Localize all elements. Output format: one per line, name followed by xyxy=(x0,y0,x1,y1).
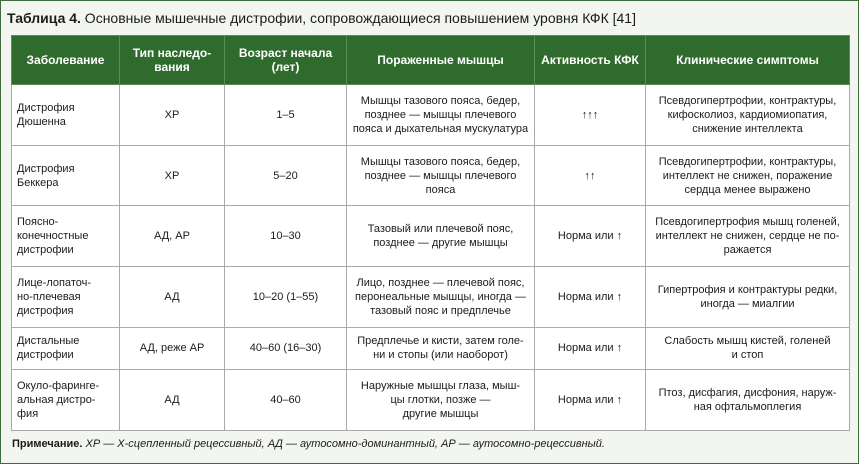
table-row xyxy=(12,145,850,206)
caption-title: Основные мышечные дистрофии, сопровождающиеся повышением уровня КФК [41] xyxy=(80,10,636,26)
cell-disease: Лице-лопаточ- но-плечевая дистрофия xyxy=(12,267,120,328)
cell-ck: ↑↑ xyxy=(535,145,646,206)
cell-disease: Окуло-фаринге- альная дистро- фия xyxy=(12,370,120,431)
cell-onset: 5–20 xyxy=(225,145,347,206)
cell-muscles: Тазовый или плечевой пояс, позднее — другие мышцы xyxy=(347,206,535,267)
cell-ck: Норма или ↑ xyxy=(535,327,646,370)
cell-ck: Норма или ↑ xyxy=(535,267,646,328)
cell-ck: Норма или ↑ xyxy=(535,370,646,431)
cell-disease: Поясно- конечностные дистрофии xyxy=(12,206,120,267)
cell-inheritance: АД, АР xyxy=(120,206,225,267)
col-header-muscles: Пораженные мышцы xyxy=(347,36,535,85)
dystrophy-table xyxy=(11,35,850,431)
cell-inheritance: АД xyxy=(120,370,225,431)
cell-symptoms: Птоз, дисфагия, дисфония, наруж- ная офтальмоплегия xyxy=(646,370,850,431)
cell-muscles: Лицо, позднее — плечевой пояс, перонеальные мышцы, иногда — тазовый пояс и предплечье xyxy=(347,267,535,328)
cell-onset: 40–60 xyxy=(225,370,347,431)
header-row xyxy=(12,36,850,85)
col-header-onset: Возраст начала (лет) xyxy=(225,36,347,85)
table-row xyxy=(12,206,850,267)
col-header-inheritance: Тип наследо- вания xyxy=(120,36,225,85)
table-row xyxy=(12,85,850,146)
cell-onset: 40–60 (16–30) xyxy=(225,327,347,370)
cell-muscles: Мышцы тазового пояса, бедер, позднее — мышцы плечевого пояса xyxy=(347,145,535,206)
caption-number: Таблица 4. xyxy=(7,10,81,26)
table-row xyxy=(12,327,850,370)
cell-onset: 10–20 (1–55) xyxy=(225,267,347,328)
cell-ck: Норма или ↑ xyxy=(535,206,646,267)
cell-muscles: Наружные мышцы глаза, мыш- цы глотки, позже — другие мышцы xyxy=(347,370,535,431)
cell-ck: ↑↑↑ xyxy=(535,85,646,146)
cell-disease: Дистрофия Дюшенна xyxy=(12,85,120,146)
cell-muscles: Предплечье и кисти, затем голе- ни и стопы (или наоборот) xyxy=(347,327,535,370)
cell-symptoms: Гипертрофия и контрактуры редки, иногда — миалгии xyxy=(646,267,850,328)
cell-disease: Дистальные дистрофии xyxy=(12,327,120,370)
cell-muscles: Мышцы тазового пояса, бедер, позднее — мышцы плечевого пояса и дыхательная мускулатура xyxy=(347,85,535,146)
cell-onset: 1–5 xyxy=(225,85,347,146)
cell-onset: 10–30 xyxy=(225,206,347,267)
col-header-ck: Активность КФК xyxy=(535,36,646,85)
col-header-symptoms: Клинические симптомы xyxy=(646,36,850,85)
footnote-label: Примечание. xyxy=(12,438,83,450)
cell-inheritance: АД xyxy=(120,267,225,328)
footnote-text: ХР — Х-сцепленный рецессивный, АД — аутосомно-доминантный, АР — аутосомно-рецессивный. xyxy=(82,438,605,450)
cell-inheritance: ХР xyxy=(120,85,225,146)
table-footnote xyxy=(12,438,605,450)
cell-symptoms: Слабость мышц кистей, голеней и стоп xyxy=(646,327,850,370)
table-row xyxy=(12,267,850,328)
cell-inheritance: АД, реже АР xyxy=(120,327,225,370)
cell-symptoms: Псевдогипертрофии, контрактуры, интеллект не снижен, поражение сердца менее выражено xyxy=(646,145,850,206)
col-header-disease: Заболевание xyxy=(12,36,120,85)
cell-disease: Дистрофия Беккера xyxy=(12,145,120,206)
table-caption xyxy=(7,10,636,26)
cell-symptoms: Псевдогипертрофия мышц голеней, интеллект не снижен, сердце не по- ражается xyxy=(646,206,850,267)
table-row xyxy=(12,370,850,431)
cell-inheritance: ХР xyxy=(120,145,225,206)
cell-symptoms: Псевдогипертрофии, контрактуры, кифосколиоз, кардиомиопатия, снижение интеллекта xyxy=(646,85,850,146)
